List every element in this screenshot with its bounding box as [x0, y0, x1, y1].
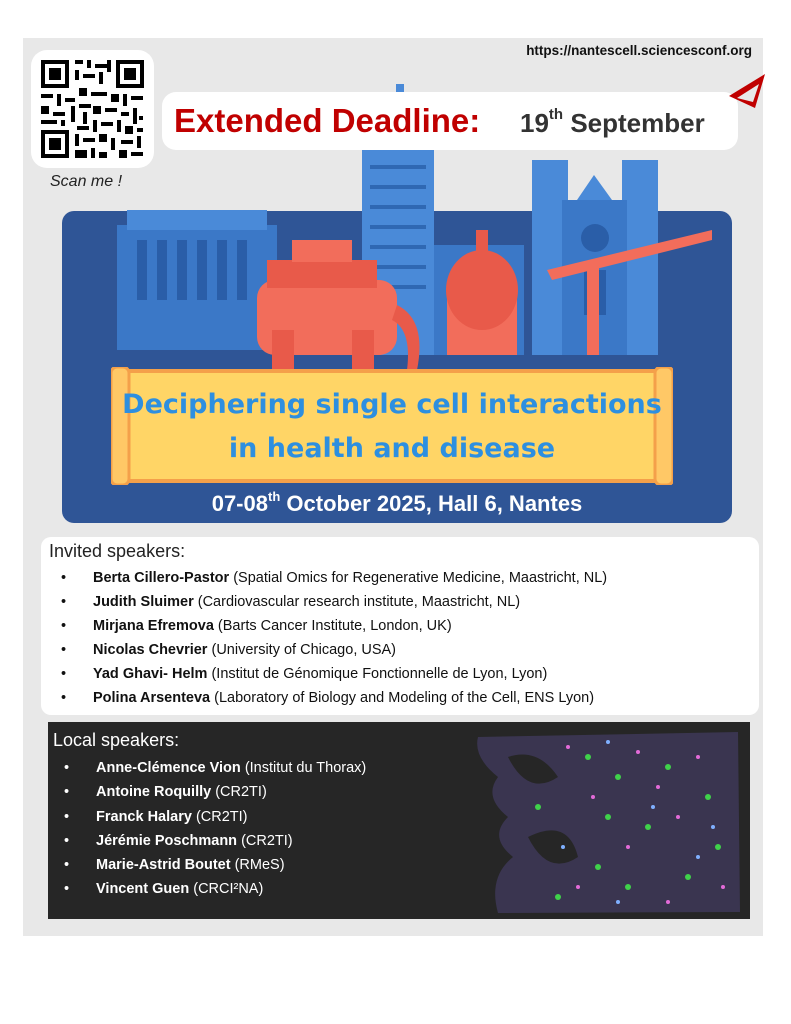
speaker-item: • Yad Ghavi- Helm (Institut de Génomique Fonctionnelle de Lyon, Lyon) [61, 666, 548, 682]
speaker-item: • Marie-Astrid Boutet (RMeS) [64, 857, 285, 874]
local-speakers-list [64, 760, 366, 906]
local-speakers-panel [48, 722, 750, 919]
deadline-date: 19th September [520, 106, 705, 138]
speaker-item: • Franck Halary (CR2TI) [64, 808, 248, 825]
speaker-item: • Vincent Guen (CRCI²NA) [64, 881, 264, 898]
speaker-item: • Antoine Roquilly (CR2TI) [64, 784, 267, 801]
speaker-item: • Judith Sluimer (Cardiovascular research institute, Maastricht, NL) [61, 594, 521, 610]
scan-me-label: Scan me ! [50, 173, 123, 190]
title-scroll [111, 367, 673, 485]
local-speakers-title: Local speakers: [53, 730, 180, 750]
tissue-image [468, 727, 743, 915]
speaker-item: • Polina Arsenteva (Laboratory of Biology and Modeling of the Cell, ENS Lyon) [61, 690, 595, 706]
speaker-item: • Berta Cillero-Pastor (Spatial Omics for Regenerative Medicine, Maastricht, NL) [61, 570, 608, 586]
speaker-item: • Mirjana Efremova (Barts Cancer Institute, London, UK) [61, 618, 452, 634]
speaker-item: • Nicolas Chevrier (University of Chicago, USA) [61, 642, 397, 658]
pointer-arrow-icon [725, 68, 771, 114]
invited-speakers-panel [41, 537, 759, 715]
invited-speakers-title: Invited speakers: [49, 541, 186, 561]
conference-url[interactable]: https://nantescell.sciencesconf.org [526, 43, 752, 58]
conference-title-line2: in health and disease [228, 433, 556, 464]
speaker-item: • Jérémie Poschmann (CR2TI) [64, 832, 293, 849]
deadline-box [162, 92, 738, 150]
speaker-item: • Anne-Clémence Vion (Institut du Thorax) [64, 760, 367, 776]
invited-speakers-list [61, 570, 607, 714]
deadline-label: Extended Deadline: [174, 102, 481, 139]
conference-title-line1: Deciphering single cell interactions [122, 389, 662, 420]
event-date-location: 07-08th October 2025, Hall 6, Nantes [211, 489, 583, 516]
